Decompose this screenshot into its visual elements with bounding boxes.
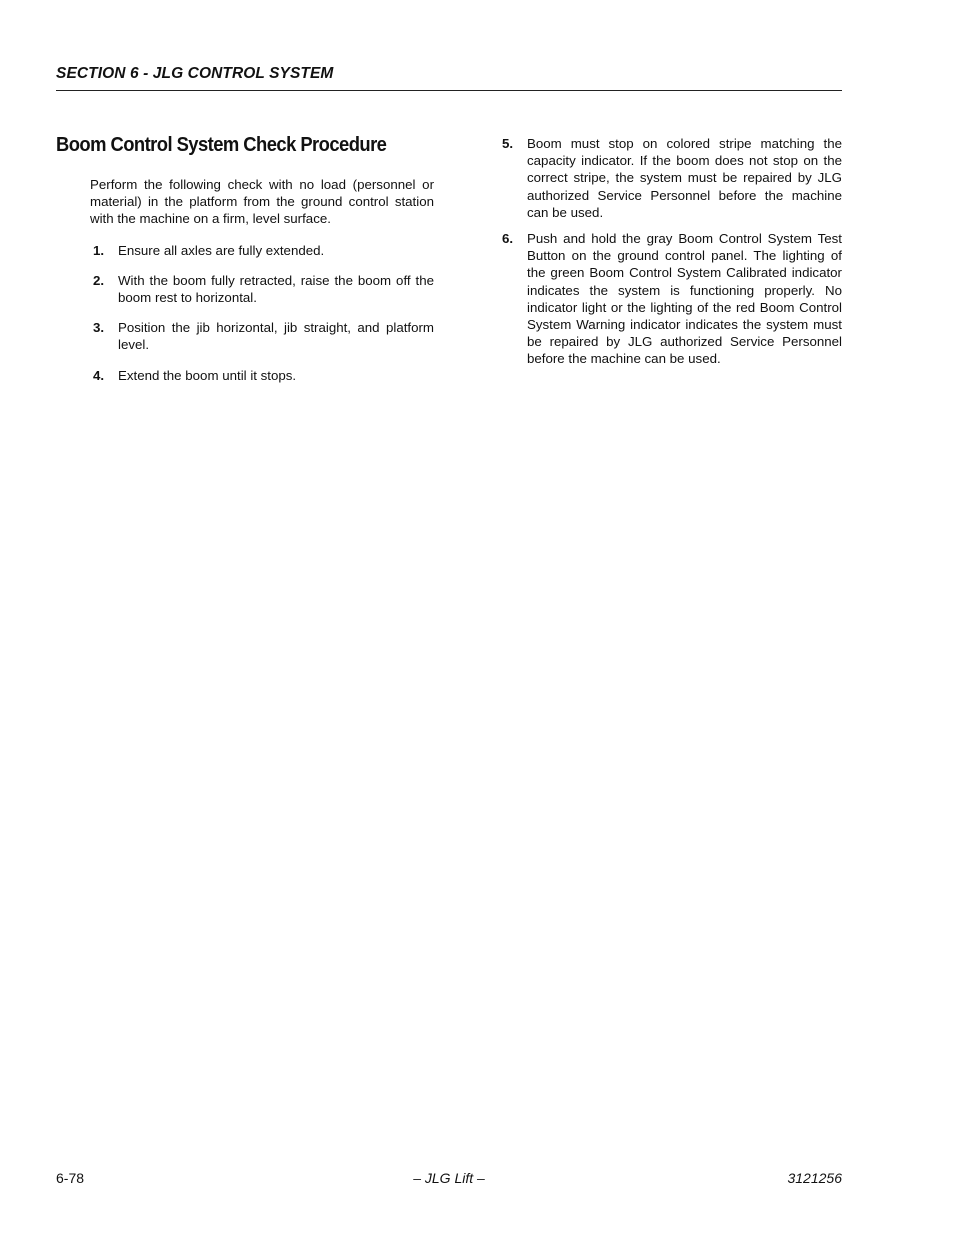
step-item bbox=[93, 272, 434, 306]
page-header bbox=[56, 64, 842, 91]
steps-list-left bbox=[56, 242, 434, 384]
left-column bbox=[56, 130, 434, 397]
page-footer bbox=[56, 1169, 842, 1189]
step-number: 4. bbox=[93, 367, 105, 383]
step-item bbox=[93, 242, 434, 259]
step-item bbox=[93, 367, 434, 384]
step-number: 1. bbox=[93, 242, 105, 258]
step-number: 2. bbox=[93, 272, 105, 288]
page-number: 6-78 bbox=[56, 1170, 85, 1186]
right-column bbox=[502, 135, 842, 377]
step-text: Extend the boom until it stops. bbox=[118, 367, 297, 383]
section-title: SECTION 6 - JLG CONTROL SYSTEM bbox=[56, 65, 334, 82]
document-number: 3121256 bbox=[787, 1170, 842, 1186]
intro-paragraph: Perform the following check with no load (personnel or material) in the platform from the ground control station with the machine on a firm, level surface. bbox=[90, 177, 434, 227]
step-text: Push and hold the gray Boom Control System Test Button on the ground control panel. The lighting of the green Boom Control System Calibrated indicator indicates the system is functioning properly. No indicator light or the lighting of the red Boom Control System Warning indicator indicates the system must be repaired by JLG authorized Service Personnel before the machine can be used. bbox=[527, 231, 842, 367]
step-text: With the boom fully retracted, raise the boom off the boom rest to horizontal. bbox=[118, 272, 434, 306]
step-text: Boom must stop on colored stripe matching the capacity indicator. If the boom does not stop on the correct stripe, the system must be repaired by JLG authorized Service Personnel before the machine can be used. bbox=[527, 136, 842, 220]
step-number: 6. bbox=[502, 231, 514, 247]
step-number: 5. bbox=[502, 136, 514, 151]
step-text: Ensure all axles are fully extended. bbox=[118, 242, 325, 258]
step-item bbox=[502, 230, 842, 368]
footer-brand: – JLG Lift – bbox=[413, 1170, 485, 1186]
procedure-heading: Boom Control System Check Procedure bbox=[56, 134, 387, 156]
step-number: 3. bbox=[93, 320, 105, 336]
step-item bbox=[502, 135, 842, 221]
steps-list-right bbox=[502, 135, 842, 368]
step-text: Position the jib horizontal, jib straight, and platform level. bbox=[118, 320, 434, 353]
step-item bbox=[93, 319, 434, 353]
